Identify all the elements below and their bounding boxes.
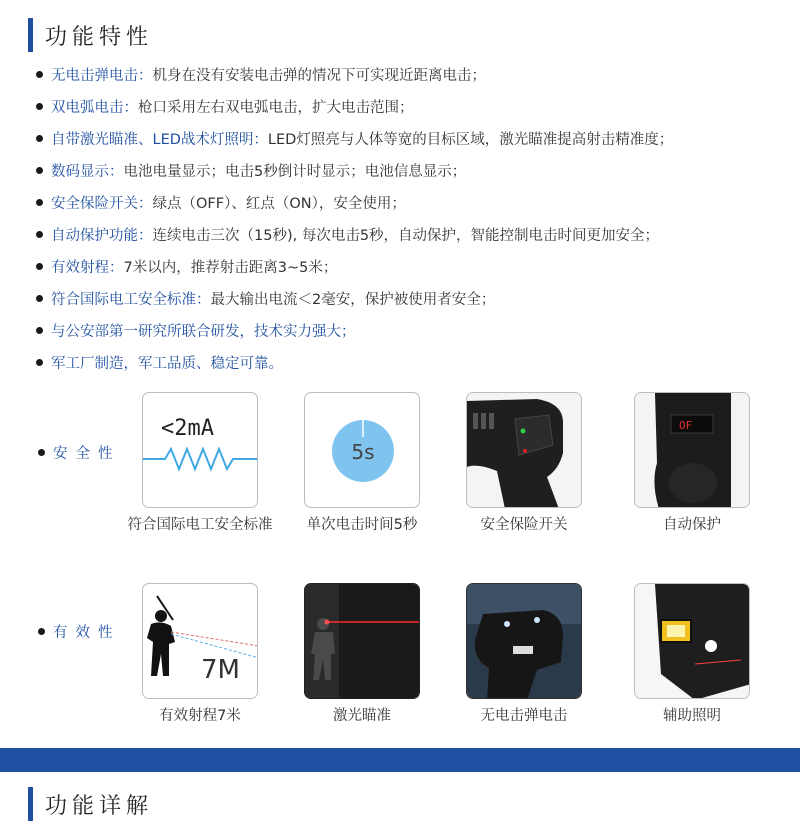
feature-item	[36, 58, 796, 90]
feature-value: 绿点（OFF）、红点（ON），安全使用；	[152, 195, 406, 212]
bullet-icon	[36, 327, 43, 334]
caption-current-standard	[125, 513, 275, 537]
card-safety-switch	[466, 392, 582, 508]
section-divider-band	[0, 748, 800, 772]
feature-key: 数码显示：	[51, 163, 124, 180]
card-timer	[304, 392, 420, 508]
feature-item	[36, 346, 796, 378]
section-title-features	[28, 18, 153, 52]
caption-timer	[287, 513, 437, 537]
title-accent-bar	[28, 787, 33, 821]
resistor-icon	[143, 393, 258, 508]
feature-item	[36, 218, 796, 250]
feature-key: 双电弧电击：	[51, 99, 138, 116]
row-label-safety	[38, 442, 121, 463]
feature-item	[36, 122, 796, 154]
feature-value: LED灯照亮与人体等宽的目标区域，激光瞄准提高射击精准度；	[267, 131, 674, 148]
feature-item	[36, 186, 796, 218]
display-readout: OF	[679, 419, 693, 432]
caption-text: 有效射程7米	[159, 708, 241, 724]
feature-value: 枪口采用左右双电弧电击，扩大电击范围；	[138, 99, 414, 116]
laser-person-image	[305, 584, 420, 699]
caption-safety-switch	[449, 513, 599, 537]
feature-key: 自带激光瞄准、LED战术灯照明：	[51, 131, 268, 148]
card-range	[142, 583, 258, 699]
bullet-icon	[36, 71, 43, 78]
feature-key: 安全保险开关：	[51, 195, 153, 212]
caption-text: 无电击弹电击	[480, 708, 568, 724]
bullet-icon	[36, 231, 43, 238]
row-label-text: 安全性	[53, 446, 121, 462]
feature-item	[36, 90, 796, 122]
flashlight-image	[635, 584, 750, 699]
feature-item	[36, 154, 796, 186]
row-label-text: 有效性	[53, 625, 121, 641]
feature-value: 7米以内，推荐射击距离3~5米；	[123, 259, 338, 276]
safety-switch-image	[467, 393, 582, 508]
device-arc-image	[467, 584, 582, 699]
feature-item	[36, 314, 796, 346]
bullet-icon	[36, 295, 43, 302]
caption-text: 辅助照明	[663, 708, 721, 724]
timer-text: 5s	[351, 440, 375, 464]
caption-arc	[449, 704, 599, 728]
card-laser	[304, 583, 420, 699]
caption-text: 单次电击时间5秒	[306, 517, 418, 533]
feature-key: 符合国际电工安全标准：	[51, 291, 211, 308]
feature-list	[36, 58, 796, 378]
caption-text: 安全保险开关	[480, 517, 568, 533]
bullet-icon	[36, 199, 43, 206]
caption-text: 符合国际电工安全标准	[127, 517, 273, 533]
caption-laser	[287, 704, 437, 728]
row-label-effectiveness	[38, 621, 121, 642]
caption-text: 激光瞄准	[333, 708, 391, 724]
feature-key: 军工厂制造，军工品质、稳定可靠。	[51, 355, 283, 372]
feature-key: 有效射程：	[51, 259, 124, 276]
caption-auto-protect	[617, 513, 767, 537]
card-arc	[466, 583, 582, 699]
bullet-icon	[36, 263, 43, 270]
feature-key: 与公安部第一研究所联合研发，技术实力强大；	[51, 323, 356, 340]
current-limit-text: <2mA	[161, 416, 214, 441]
title-accent-bar	[28, 18, 33, 52]
section-title-text: 功能详解	[45, 793, 154, 819]
bullet-icon	[36, 359, 43, 366]
bullet-icon	[38, 449, 45, 456]
feature-key: 无电击弹电击：	[51, 67, 153, 84]
caption-range	[125, 704, 275, 728]
card-auto-protect	[634, 392, 750, 508]
timer-icon	[305, 393, 420, 508]
section-title-details	[28, 787, 153, 821]
bullet-icon	[36, 135, 43, 142]
bullet-icon	[38, 628, 45, 635]
feature-item	[36, 282, 796, 314]
bullet-icon	[36, 167, 43, 174]
feature-key: 自动保护功能：	[51, 227, 153, 244]
person-range-icon	[143, 584, 258, 699]
card-flashlight	[634, 583, 750, 699]
feature-value: 电池电量显示；电击5秒倒计时显示；电池信息显示；	[123, 163, 467, 180]
range-text: 7M	[201, 655, 240, 685]
section-title-text: 功能特性	[45, 24, 154, 50]
feature-value: 连续电击三次（15秒), 每次电击5秒，自动保护，智能控制电击时间更加安全；	[152, 227, 660, 244]
feature-value: 最大输出电流＜2毫安，保护被使用者安全；	[210, 291, 496, 308]
feature-value: 机身在没有安装电击弹的情况下可实现近距离电击；	[152, 67, 486, 84]
card-current-standard	[142, 392, 258, 508]
display-image	[635, 393, 750, 508]
caption-text: 自动保护	[663, 517, 721, 533]
feature-item	[36, 250, 796, 282]
bullet-icon	[36, 103, 43, 110]
caption-flashlight	[617, 704, 767, 728]
